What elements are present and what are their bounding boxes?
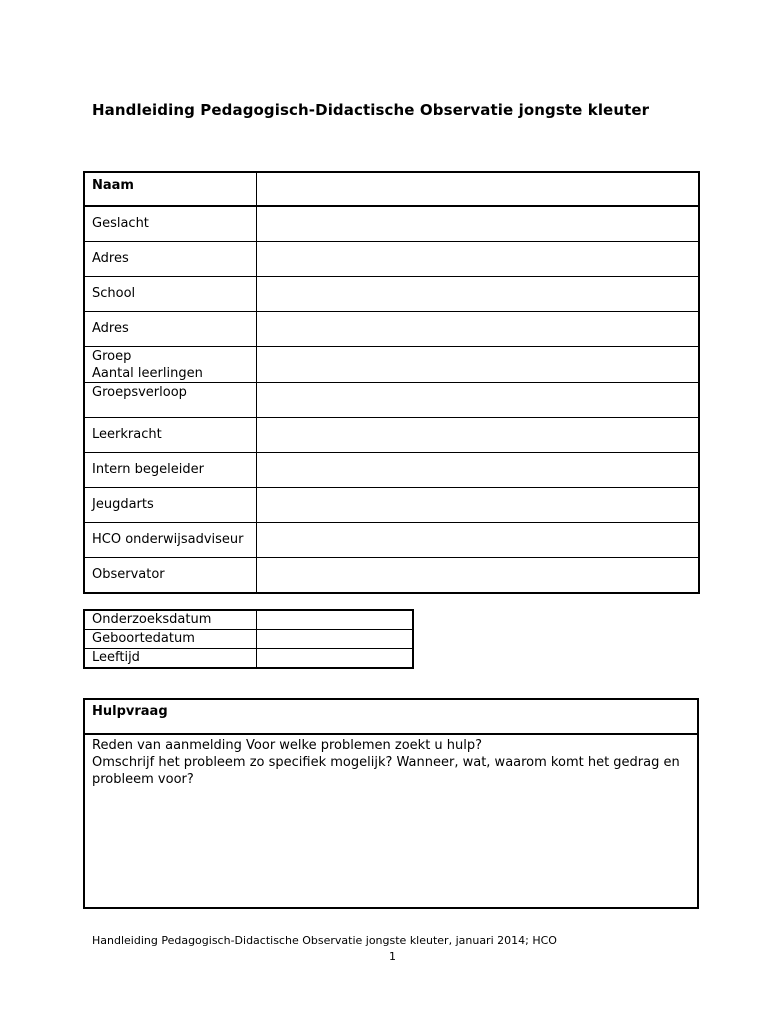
- table-row: [84, 312, 699, 347]
- help-question-body[interactable]: [85, 735, 697, 788]
- internal-supervisor-label: Intern begeleider: [84, 453, 257, 488]
- table-row: [84, 558, 699, 594]
- age-label: Leeftijd: [84, 649, 257, 669]
- document-title: Handleiding Pedagogisch-Didactische Observatie jongste kleuter: [92, 101, 650, 119]
- youth-doctor-field[interactable]: [257, 488, 700, 523]
- help-question-line: Reden van aanmelding Voor welke problemen zoekt u hulp?: [92, 738, 483, 753]
- help-question-title: Hulpvraag: [85, 700, 697, 735]
- page-footer: Handleiding Pedagogisch-Didactische Observatie jongste kleuter, januari 2014; HCO: [92, 934, 557, 947]
- hco-advisor-label: HCO onderwijsadviseur: [84, 523, 257, 558]
- table-row: [84, 242, 699, 277]
- school-label: School: [84, 277, 257, 312]
- table-row: [84, 610, 413, 630]
- table-row: [84, 277, 699, 312]
- group-history-label: Groepsverloop: [84, 383, 257, 418]
- school-field[interactable]: [257, 277, 700, 312]
- table-row: [84, 347, 699, 383]
- teacher-label: Leerkracht: [84, 418, 257, 453]
- group-field[interactable]: [257, 347, 700, 383]
- table-row: [84, 206, 699, 242]
- address-label: Adres: [84, 242, 257, 277]
- research-date-label: Onderzoeksdatum: [84, 610, 257, 630]
- school-address-label: Adres: [84, 312, 257, 347]
- school-address-field[interactable]: [257, 312, 700, 347]
- group-label-text: Groep: [92, 349, 132, 364]
- internal-supervisor-field[interactable]: [257, 453, 700, 488]
- research-date-field[interactable]: [257, 610, 414, 630]
- name-field[interactable]: [257, 172, 700, 206]
- gender-field[interactable]: [257, 206, 700, 242]
- help-question-line: probleem voor?: [92, 772, 194, 787]
- student-count-label: Aantal leerlingen: [92, 366, 203, 381]
- teacher-field[interactable]: [257, 418, 700, 453]
- help-question-box: [83, 698, 699, 909]
- age-field[interactable]: [257, 649, 414, 669]
- address-field[interactable]: [257, 242, 700, 277]
- gender-label: Geslacht: [84, 206, 257, 242]
- birth-date-label: Geboortedatum: [84, 630, 257, 649]
- table-row: [84, 649, 413, 669]
- hco-advisor-field[interactable]: [257, 523, 700, 558]
- name-label: Naam: [84, 172, 257, 206]
- table-row: [84, 523, 699, 558]
- help-question-line: Omschrijf het probleem zo specifiek mogelijk? Wanneer, wat, waarom komt het gedrag en: [92, 755, 680, 770]
- table-row: [84, 630, 413, 649]
- observer-label: Observator: [84, 558, 257, 594]
- table-row: [84, 488, 699, 523]
- youth-doctor-label: Jeugdarts: [84, 488, 257, 523]
- student-info-table: [83, 171, 700, 594]
- table-row: [84, 383, 699, 418]
- table-row: [84, 453, 699, 488]
- table-row: [84, 418, 699, 453]
- table-row: [84, 172, 699, 206]
- dates-table: [83, 609, 414, 669]
- page-number: 1: [389, 950, 396, 963]
- group-history-field[interactable]: [257, 383, 700, 418]
- observer-field[interactable]: [257, 558, 700, 594]
- birth-date-field[interactable]: [257, 630, 414, 649]
- group-label: [84, 347, 257, 383]
